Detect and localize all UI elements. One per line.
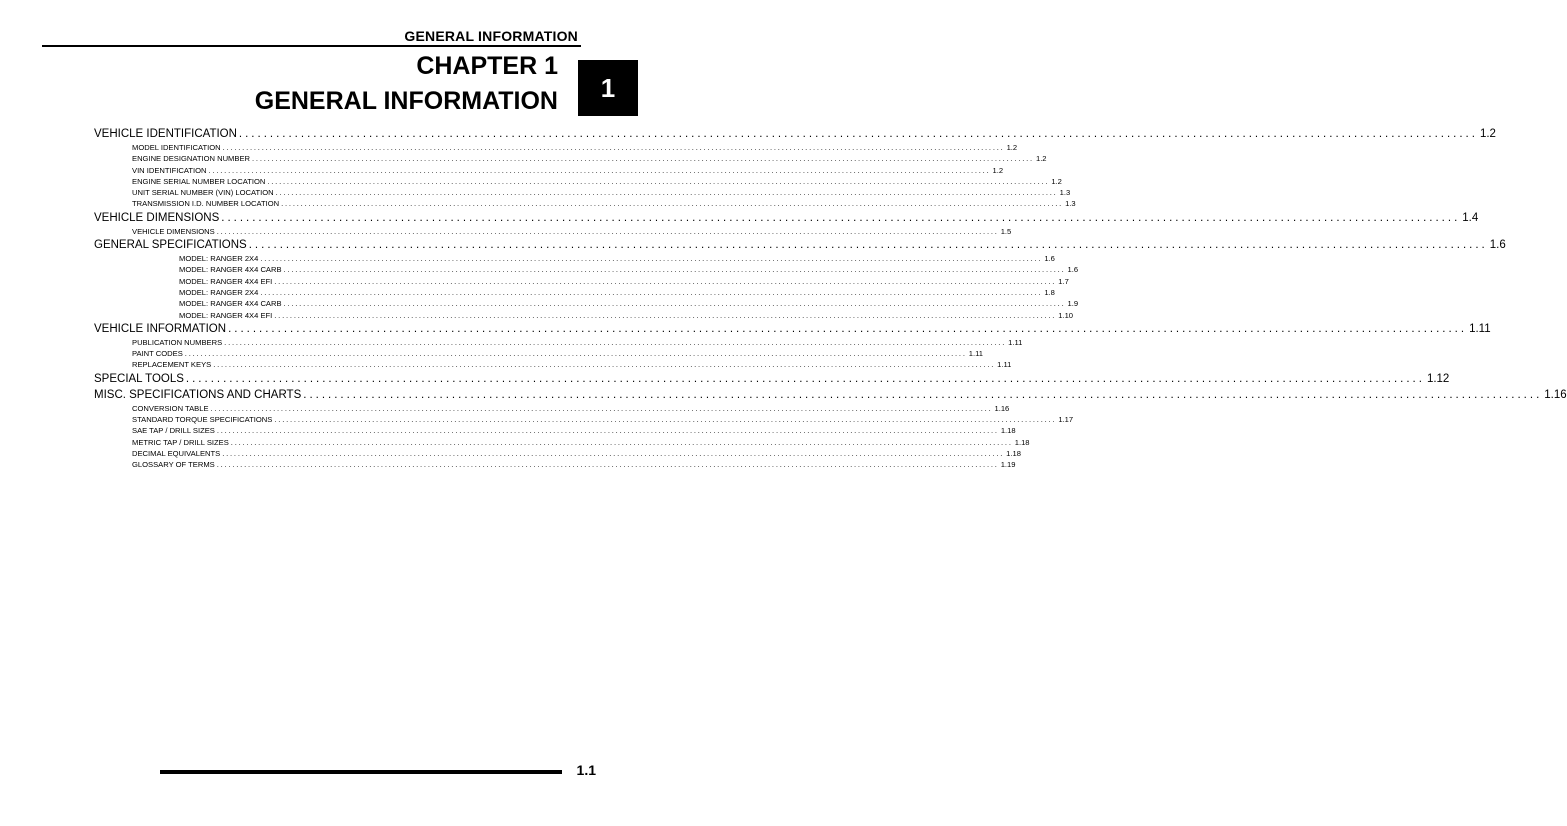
toc-entry[interactable] [94,437,1030,448]
toc-leader-dots: ........................................................................................................................................................................................................ [238,128,1478,140]
footer-rule [160,770,562,774]
toc-leader-dots: ........................................................................................................................................................................................................ [216,426,999,436]
toc-entry-label: REPLACEMENT KEYS [132,360,212,370]
toc-entry-label: MODEL: RANGER 4X4 EFI [179,310,273,320]
toc-entry[interactable] [94,142,1018,153]
toc-entry-page: 1.2 [992,165,1004,175]
toc-leader-dots: ........................................................................................................................................................................................................ [248,239,1488,252]
toc-leader-dots: ........................................................................................................................................................................................................ [213,360,996,370]
toc-entry-label: SAE TAP / DRILL SIZES [132,426,215,436]
toc-entry[interactable] [94,237,1506,253]
toc-entry-label: VEHICLE DIMENSIONS [94,211,220,224]
toc-entry-page: 1.9 [1067,299,1079,309]
toc-entry-label: METRIC TAP / DRILL SIZES [132,437,229,447]
toc-entry-page: 1.16 [994,403,1010,413]
toc-entry-label: PAINT CODES [132,349,183,359]
running-header: GENERAL INFORMATION [404,28,578,44]
toc-entry-page: 1.18 [1014,437,1030,447]
toc-entry[interactable] [94,348,983,359]
toc-leader-dots: ........................................................................................................................................................................................................ [222,448,1005,458]
toc-entry-label: SPECIAL TOOLS [94,372,184,385]
toc-entry[interactable] [94,126,1496,142]
chapter-label: CHAPTER 1 [416,52,558,80]
toc-entry-label: GLOSSARY OF TERMS [132,460,215,470]
toc-entry-page: 1.7 [1058,276,1069,286]
toc-entry-label: UNIT SERIAL NUMBER (VIN) LOCATION [132,188,274,198]
toc-entry[interactable] [94,226,1012,237]
toc-entry-page: 1.6 [1489,239,1506,252]
toc-entry-page: 1.2 [1479,128,1496,140]
header-rule [42,45,581,47]
toc-entry-label: MODEL: RANGER 2X4 [179,287,259,297]
toc-entry-page: 1.11 [1469,322,1491,335]
toc-leader-dots: ........................................................................................................................................................................................................ [210,403,993,413]
toc-entry-page: 1.18 [1006,448,1021,458]
toc-entry-label: MODEL: RANGER 2X4 [179,254,259,264]
chapter-tab: 1 [578,60,638,116]
toc-entry[interactable] [94,310,1074,321]
toc-entry-page: 1.11 [1008,337,1023,347]
toc-leader-dots: ........................................................................................................................................................................................................ [224,337,1007,347]
toc-leader-dots: ........................................................................................................................................................................................................ [275,188,1058,198]
toc-leader-dots: ........................................................................................................................................................................................................ [267,176,1050,186]
toc-entry[interactable] [94,176,1062,187]
toc-entry[interactable] [94,287,1055,298]
toc-entry-page: 1.2 [1006,143,1018,152]
toc-leader-dots: ........................................................................................................................................................................................................ [281,199,1064,209]
toc-entry[interactable] [94,298,1079,309]
toc-entry-label: ENGINE SERIAL NUMBER LOCATION [132,176,266,186]
toc-entry-page: 1.2 [1035,154,1047,164]
toc-entry-page: 1.11 [997,360,1012,370]
toc-entry-label: CONVERSION TABLE [132,403,209,413]
toc-entry-page: 1.11 [968,349,983,359]
toc-entry-label: ENGINE DESIGNATION NUMBER [132,154,250,164]
table-of-contents [94,126,1567,471]
toc-entry[interactable] [94,371,1450,387]
toc-leader-dots: ........................................................................................................................................................................................................ [228,322,1468,335]
toc-entry[interactable] [94,276,1069,287]
toc-entry-label: MODEL: RANGER 4X4 CARB [179,265,282,275]
toc-entry-page: 1.16 [1544,388,1567,401]
toc-leader-dots: ........................................................................................................................................................................................................ [230,437,1013,447]
chapter-title: GENERAL INFORMATION [254,87,558,115]
toc-entry[interactable] [94,448,1021,459]
toc-entry[interactable] [94,198,1076,209]
toc-entry-page: 1.6 [1044,254,1055,264]
toc-leader-dots: ........................................................................................................................................................................................................ [303,388,1543,401]
toc-leader-dots: ........................................................................................................................................................................................................ [216,460,999,470]
toc-entry-page: 1.8 [1044,287,1055,297]
toc-entry-label: MISC. SPECIFICATIONS AND CHARTS [94,388,302,401]
toc-entry-label: DECIMAL EQUIVALENTS [132,448,221,458]
toc-entry[interactable] [94,210,1479,226]
toc-entry[interactable] [94,387,1567,403]
toc-leader-dots: ........................................................................................................................................................................................................ [274,415,1057,425]
toc-leader-dots: ........................................................................................................................................................................................................ [252,154,1034,164]
toc-entry[interactable] [94,337,1023,348]
toc-entry-label: MODEL: RANGER 4X4 EFI [179,276,273,286]
toc-entry-label: MODEL IDENTIFICATION [132,143,221,152]
toc-entry[interactable] [94,321,1491,337]
toc-entry-label: VEHICLE IDENTIFICATION [94,128,237,140]
toc-leader-dots: ........................................................................................................................................................................................................ [260,287,1043,297]
toc-entry[interactable] [94,403,1010,414]
toc-leader-dots: ........................................................................................................................................................................................................ [274,276,1057,286]
toc-entry[interactable] [94,264,1079,275]
toc-entry-label: GENERAL SPECIFICATIONS [94,239,247,252]
toc-entry[interactable] [94,359,1012,370]
toc-entry[interactable] [94,165,1004,176]
toc-leader-dots: ........................................................................................................................................................................................................ [283,265,1066,275]
toc-leader-dots: ........................................................................................................................................................................................................ [216,226,999,236]
toc-entry[interactable] [94,253,1055,264]
toc-entry-page: 1.2 [1051,176,1062,186]
toc-entry-page: 1.18 [1000,426,1016,436]
toc-entry[interactable] [94,425,1016,436]
toc-entry-label: STANDARD TORQUE SPECIFICATIONS [132,415,273,425]
toc-entry-label: TRANSMISSION I.D. NUMBER LOCATION [132,199,280,209]
toc-leader-dots: ........................................................................................................................................................................................................ [283,299,1066,309]
toc-entry-label: MODEL: RANGER 4X4 CARB [179,299,282,309]
toc-leader-dots: ........................................................................................................................................................................................................ [208,165,991,175]
toc-leader-dots: ........................................................................................................................................................................................................ [274,310,1057,320]
toc-leader-dots: ........................................................................................................................................................................................................ [184,349,967,359]
toc-entry-page: 1.6 [1067,265,1079,275]
toc-entry[interactable] [94,459,1016,470]
toc-entry-label: VEHICLE INFORMATION [94,322,227,335]
toc-entry-label: PUBLICATION NUMBERS [132,337,223,347]
page-number: 1.1 [576,762,596,778]
toc-entry-page: 1.5 [1000,226,1012,236]
toc-leader-dots: ........................................................................................................................................................................................................ [185,372,1425,385]
toc-entry[interactable] [94,414,1074,425]
toc-entry-page: 1.17 [1058,415,1074,425]
toc-entry-page: 1.3 [1059,188,1071,198]
toc-entry-page: 1.3 [1065,199,1076,209]
toc-entry-page: 1.4 [1462,211,1479,224]
toc-entry-label: VEHICLE DIMENSIONS [132,226,215,236]
toc-leader-dots: ........................................................................................................................................................................................................ [222,143,1005,152]
toc-entry-page: 1.10 [1058,310,1074,320]
toc-entry-page: 1.12 [1426,372,1450,385]
toc-entry[interactable] [94,153,1047,164]
toc-leader-dots: ........................................................................................................................................................................................................ [221,211,1461,224]
toc-leader-dots: ........................................................................................................................................................................................................ [260,254,1043,264]
toc-entry-page: 1.19 [1000,460,1016,470]
toc-entry-label: VIN IDENTIFICATION [132,165,207,175]
toc-entry[interactable] [94,187,1071,198]
